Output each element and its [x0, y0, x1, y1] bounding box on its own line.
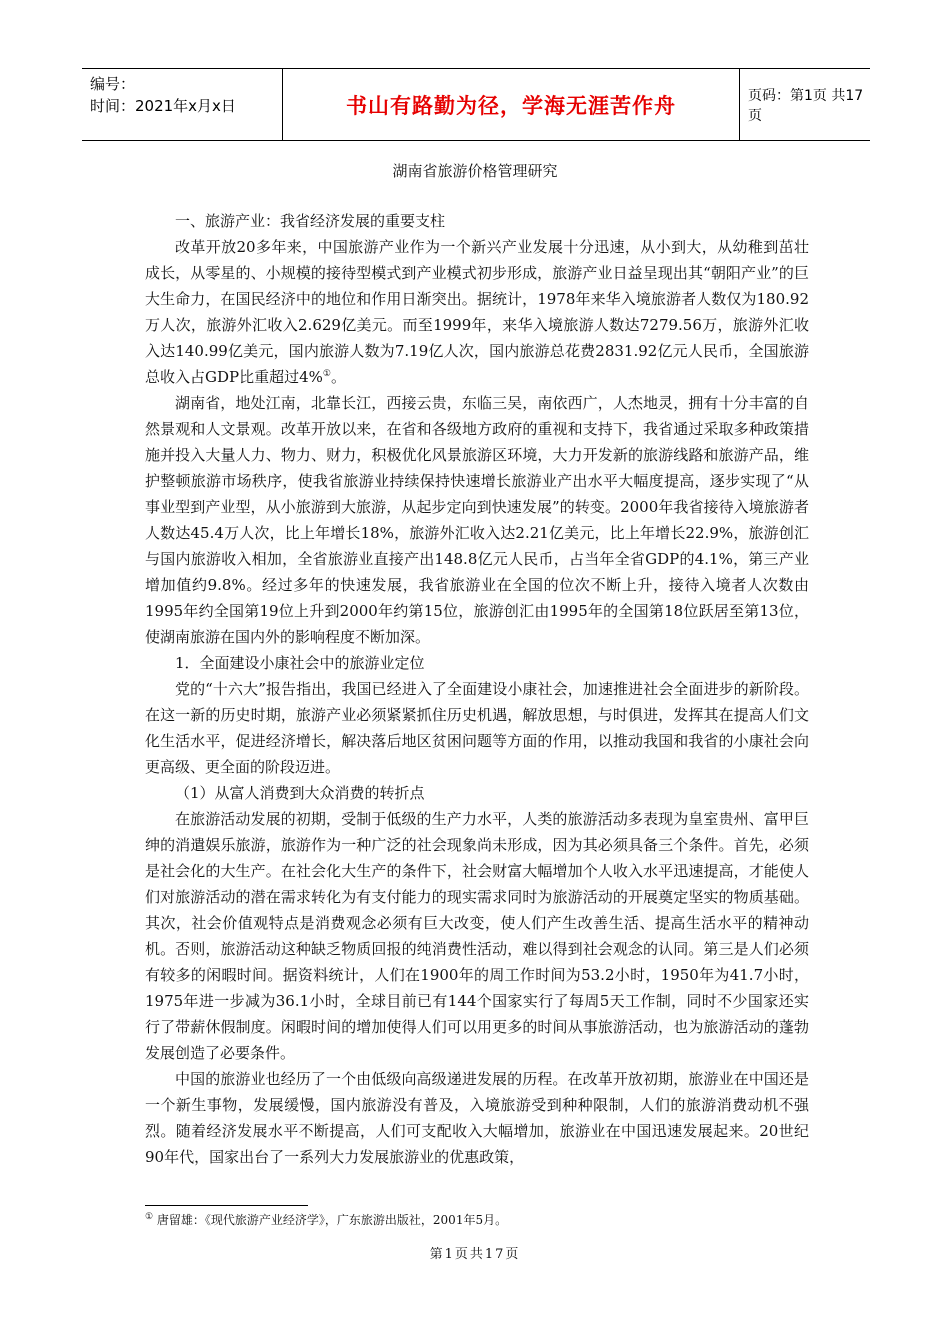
- paragraph: [145, 234, 809, 390]
- footnote-text: 唐留雄：《现代旅游产业经济学》，广东旅游出版社，2001年5月。: [156, 1213, 508, 1227]
- section-heading: 一、旅游产业：我省经济发展的重要支柱: [175, 212, 446, 230]
- document-body: [145, 208, 809, 1170]
- paragraph: 党的“十六大”报告指出，我国已经进入了全面建设小康社会，加速推进社会全面进步的新阶段。在这一新的历史时期，旅游产业必须紧紧抓住历史机遇，解放思想，与时俱进，发挥其在提高人们文化生活水平，促进经济增长，解决落后地区贫困问题等方面的作用，以推动我国和我省的小康社会向更高级、更全面的阶段迈进。: [145, 680, 809, 776]
- footnote-marker: ①: [145, 1212, 154, 1222]
- page-footer: 第1页共17页: [429, 1247, 521, 1262]
- header-motto: 书山有路勤为径，学海无涯苦作舟: [282, 69, 740, 140]
- paragraph-end: 。: [330, 368, 346, 386]
- page-header: [82, 68, 870, 141]
- header-time-label: 时间：2021年x月x日: [90, 97, 236, 115]
- paragraph-text: 改革开放20多年来，中国旅游产业作为一个新兴产业发展十分迅速，从小到大，从幼稚到茁壮成长，从零星的、小规模的接待型模式到产业模式初步形成，旅游产业日益呈现出其“朝阳产业”的巨大生命力，在国民经济中的地位和作用日渐突出。据统计，1978年来华入境旅游者人数仅为180.92万人次，旅游外汇收入2.629亿美元。而至1999年，来华入境旅游人数达7279.56万，旅游外汇收入达140.99亿美元，国内旅游人数为7.19亿人次，国内旅游总花费2831.92亿元人民币，全国旅游总收入占GDP比重超过4%: [145, 238, 809, 386]
- footnote: [145, 1211, 507, 1229]
- paragraph: 中国的旅游业也经历了一个由低级向高级递进发展的历程。在改革开放初期，旅游业在中国还是一个新生事物，发展缓慢，国内旅游没有普及，入境旅游受到种种限制，人们的旅游消费动机不强烈。随着经济发展水平不断提高，人们可支配收入大幅增加，旅游业在中国迅速发展起来。20世纪90年代，国家出台了一系列大力发展旅游业的优惠政策，: [145, 1070, 809, 1166]
- footnote-divider: [145, 1205, 308, 1206]
- subsection-heading: （1）从富人消费到大众消费的转折点: [175, 784, 425, 802]
- subsection-heading: 1．全面建设小康社会中的旅游业定位: [175, 654, 425, 672]
- paragraph: 湖南省，地处江南，北靠长江，西接云贵，东临三吴，南依西广，人杰地灵，拥有十分丰富的自然景观和人文景观。改革开放以来，在省和各级地方政府的重视和支持下，我省通过采取多种政策措施并投入大量人力、物力、财力，积极优化风景旅游区环境，大力开发新的旅游线路和旅游产品，维护整顿旅游市场秩序，使我省旅游业持续保持快速增长旅游业产出水平大幅度提高，逐步实现了“从事业型到产业型，从小旅游到大旅游，从起步定向到快速发展”的转变。2000年我省接待入境旅游者人数达45.4万人次，比上年增长18%，旅游外汇收入达2.21亿美元，比上年增长22.9%，旅游创汇与国内旅游收入相加，全省旅游业直接产出148.8亿元人民币，占当年全省GDP的4.1%，第三产业增加值约9.8%。经过多年的快速发展，我省旅游业在全国的位次不断上升，接待入境者人次数由1995年约全国第19位上升到2000年约第15位，旅游创汇由1995年的全国第18位跃居至第13位，使湖南旅游在国内外的影响程度不断加深。: [145, 394, 809, 646]
- header-number-label: 编号：: [90, 75, 136, 93]
- document-title: 湖南省旅游价格管理研究: [392, 162, 558, 180]
- header-meta: [90, 73, 236, 117]
- paragraph: 在旅游活动发展的初期，受制于低级的生产力水平，人类的旅游活动多表现为皇室贵州、富甲巨绅的消遣娱乐旅游，旅游作为一种广泛的社会现象尚未形成，因为其必须具备三个条件。首先，必须是社会化的大生产。在社会化大生产的条件下，社会财富大幅增加个人收入水平迅速提高，才能使人们对旅游活动的潜在需求转化为有支付能力的现实需求同时为旅游活动的开展奠定坚实的物质基础。其次，社会价值观特点是消费观念必须有巨大改变，使人们产生改善生活、提高生活水平的精神动机。否则，旅游活动这种缺乏物质回报的纯消费性活动，难以得到社会观念的认同。第三是人们必须有较多的闲暇时间。据资料统计，人们在1900年的周工作时间为53.2小时，1950年为41.7小时，1975年进一步减为36.1小时，全球目前已有144个国家实行了每周5天工作制，同时不少国家还实行了带薪休假制度。闲暇时间的增加使得人们可以用更多的时间从事旅游活动，也为旅游活动的蓬勃发展创造了必要条件。: [145, 810, 809, 1062]
- header-page-info: 页码：第1页 共17页: [748, 87, 864, 124]
- footnote-ref: ①: [322, 369, 331, 379]
